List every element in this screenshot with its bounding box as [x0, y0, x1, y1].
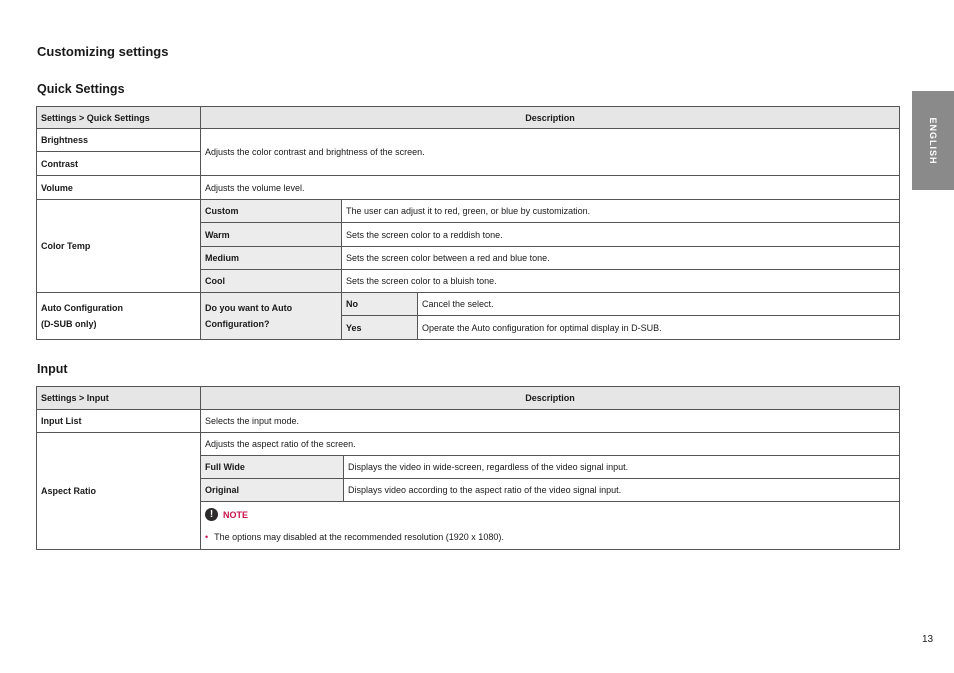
volume-label: Volume [37, 176, 201, 200]
auto-config-label [37, 293, 201, 340]
color-temp-option: Custom [201, 200, 342, 223]
language-label: ENGLISH [928, 116, 938, 165]
input-title: Input [37, 362, 68, 376]
table-header-row [37, 387, 900, 410]
input-table [36, 386, 900, 550]
auto-config-option: No [342, 293, 418, 316]
table-row [37, 200, 900, 223]
color-temp-option: Cool [201, 270, 342, 293]
header-path: Settings > Input [37, 387, 201, 410]
table-row [37, 129, 900, 152]
auto-config-option-desc: Cancel the select. [418, 293, 900, 316]
quick-settings-table [36, 106, 900, 340]
color-temp-option-desc: The user can adjust it to red, green, or blue by customization. [342, 200, 900, 223]
aspect-ratio-option: Original [201, 479, 344, 502]
color-temp-option: Warm [201, 223, 342, 247]
note-exclamation-icon: ! [205, 508, 218, 521]
color-temp-option-desc: Sets the screen color to a bluish tone. [342, 270, 900, 293]
color-temp-option: Medium [201, 247, 342, 270]
note-title: NOTE [223, 509, 249, 520]
input-list-label: Input List [37, 410, 201, 433]
header-description: Description [201, 107, 900, 129]
brightness-label: Brightness [37, 129, 201, 152]
note-item [205, 531, 895, 543]
brightness-contrast-desc: Adjusts the color contrast and brightness of the screen. [201, 129, 900, 176]
auto-config-option-desc: Operate the Auto configuration for optimal display in D-SUB. [418, 316, 900, 340]
note-header [205, 508, 895, 521]
quick-settings-title: Quick Settings [37, 82, 125, 96]
volume-desc: Adjusts the volume level. [201, 176, 900, 200]
auto-config-label-line: Auto Configuration [41, 303, 123, 313]
color-temp-option-desc: Sets the screen color between a red and blue tone. [342, 247, 900, 270]
note-text: The options may disabled at the recommended resolution (1920 x 1080). [214, 532, 504, 542]
auto-config-label-line: (D-SUB only) [41, 319, 97, 329]
auto-config-question-line: Configuration? [205, 319, 270, 329]
color-temp-option-desc: Sets the screen color to a reddish tone. [342, 223, 900, 247]
page-heading: Customizing settings [37, 44, 169, 59]
table-row [37, 293, 900, 316]
color-temp-label: Color Temp [37, 200, 201, 293]
auto-config-question [201, 293, 342, 340]
input-list-desc: Selects the input mode. [201, 410, 900, 433]
aspect-ratio-option-desc: Displays video according to the aspect ratio of the video signal input. [344, 479, 900, 502]
note-cell [201, 502, 900, 550]
contrast-label: Contrast [37, 152, 201, 176]
table-header-row [37, 107, 900, 129]
aspect-ratio-option: Full Wide [201, 456, 344, 479]
page-number: 13 [922, 634, 934, 645]
table-row [37, 433, 900, 456]
aspect-ratio-desc: Adjusts the aspect ratio of the screen. [201, 433, 900, 456]
auto-config-option: Yes [342, 316, 418, 340]
language-side-tab [912, 91, 954, 190]
bullet-icon: • [205, 532, 209, 542]
auto-config-question-line: Do you want to Auto [205, 303, 293, 313]
table-row [37, 176, 900, 200]
header-description: Description [201, 387, 900, 410]
header-path: Settings > Quick Settings [37, 107, 201, 129]
aspect-ratio-option-desc: Displays the video in wide-screen, regardless of the video signal input. [344, 456, 900, 479]
aspect-ratio-label: Aspect Ratio [37, 433, 201, 550]
table-row [37, 410, 900, 433]
